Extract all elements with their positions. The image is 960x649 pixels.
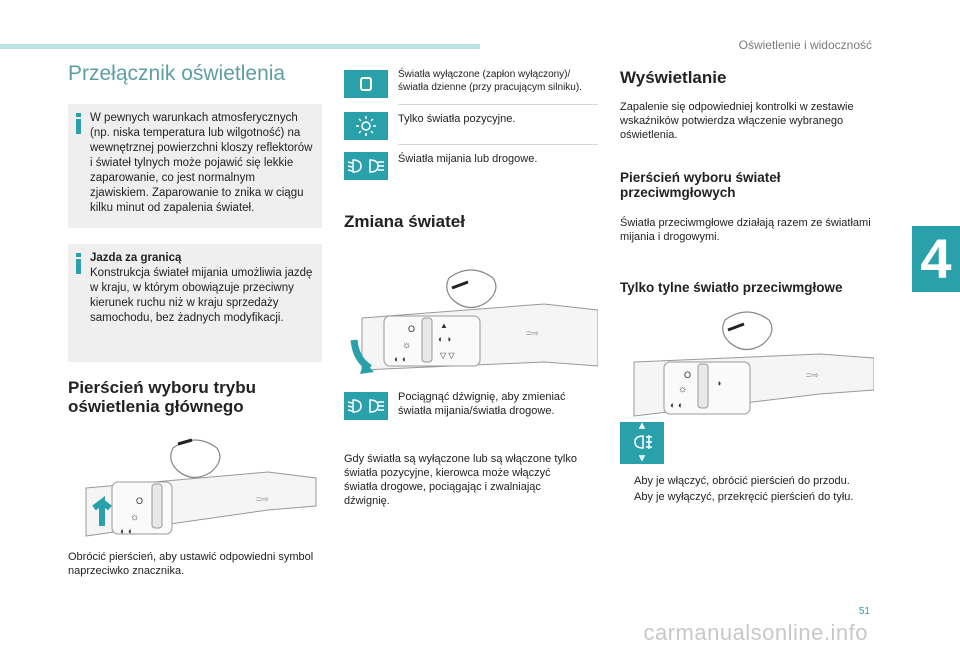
svg-text:◐ ◑: ◐ ◑	[438, 334, 452, 344]
switching-body: Gdy światła są wyłączone lub są włączone tylko światła pozycyjne, kierowca może włączyć światła drogowe, pociągając i zwalniając dźwignię.	[344, 453, 577, 507]
subsection-title-rear-fog: Tylko tylne światło przeciwmgłowe	[620, 280, 843, 295]
svg-text:☼: ☼	[402, 340, 412, 351]
section-title-display: Wyświetlanie	[620, 68, 727, 87]
o-icon	[344, 70, 388, 98]
divider	[398, 104, 598, 105]
info-note-abroad	[68, 244, 322, 362]
section-title-switching: Zmiana świateł	[344, 212, 465, 231]
svg-text:=⇨: =⇨	[806, 370, 819, 380]
header-accent-bar	[0, 44, 480, 49]
info-icon	[76, 253, 81, 274]
divider	[398, 144, 598, 145]
stalk-illustration-switching	[344, 262, 598, 382]
svg-text:O: O	[684, 370, 692, 380]
svg-text:◑: ◑	[716, 378, 722, 388]
page-number: 51	[858, 606, 870, 617]
svg-text:◐ ◐: ◐ ◐	[120, 526, 134, 536]
rear-fog-instructions	[620, 474, 870, 504]
caption-main-ring: Obrócić pierścień, aby ustawić odpowiedni symbol naprzeciwko znacznika.	[68, 551, 314, 577]
svg-text:=⇨: =⇨	[256, 494, 269, 504]
marker-line	[728, 324, 744, 330]
stalk-illustration-main-ring	[68, 430, 322, 550]
bullet-marker	[620, 474, 634, 488]
mode-description: Światła mijania lub drogowe.	[398, 153, 538, 165]
chapter-tab: 4	[912, 226, 960, 292]
info-icon	[76, 113, 81, 134]
mode-description: Światła wyłączone (zapłon wyłączony)/ światła dzienne (przy pracującym silniku).	[398, 69, 582, 93]
bullet-marker	[620, 490, 634, 504]
beam-switch-icon	[344, 392, 388, 420]
marker-line	[452, 282, 468, 288]
svg-text:◐ ◐: ◐ ◐	[670, 400, 684, 410]
svg-text:▽ ▽: ▽ ▽	[440, 351, 455, 360]
section-title-main-ring: Pierścień wyboru trybu oświetlenia głównego	[68, 378, 256, 416]
steering-wheel-outline	[171, 440, 220, 478]
mode-description: Tylko światła pozycyjne.	[398, 113, 516, 125]
svg-text:◐ ◐: ◐ ◐	[394, 354, 408, 364]
stalk-illustration-rear-fog	[620, 306, 874, 426]
list-item	[620, 474, 870, 488]
list-item	[620, 490, 870, 504]
switch-description: Pociągnąć dźwignię, aby zmieniać światła mijania/światła drogowe.	[398, 391, 566, 417]
svg-text:☼: ☼	[678, 384, 688, 395]
svg-text:☼: ☼	[130, 512, 140, 523]
dipped-beam-icon	[344, 152, 388, 180]
fog-ring-body: Światła przeciwmgłowe działają razem ze światłami mijania i drogowymi.	[620, 217, 871, 243]
watermark: carmanualsonline.info	[643, 620, 868, 645]
marker-line	[178, 440, 192, 444]
rear-fog-icon	[620, 422, 664, 464]
note-title: Jazda za granicą	[90, 252, 182, 264]
bullet-text: Aby je włączyć, obrócić pierścień do przodu.	[634, 475, 850, 487]
bullet-text: Aby je wyłączyć, przekręcić pierścień do tyłu.	[634, 491, 854, 503]
svg-text:O: O	[408, 324, 416, 334]
svg-text:▲: ▲	[440, 321, 448, 330]
page-title: Przełącznik oświetlenia	[68, 62, 286, 85]
subsection-title-fog-ring: Pierścień wyboru świateł przeciwmgłowych	[620, 170, 781, 200]
svg-text:=⇨: =⇨	[526, 328, 539, 338]
info-note-condensation	[68, 104, 322, 228]
note-text: Konstrukcja świateł mijania umożliwia jazdę w kraju, w którym obowiązuje przeciwny kierunek ruchu niż w kraju sprzedaży samochodu, bez żadnych modyfikacji.	[90, 267, 313, 324]
display-body: Zapalenie się odpowiedniej kontrolki w zestawie wskaźników potwierdza włączenie wybranego oświetlenia.	[620, 101, 854, 141]
sidelight-icon	[344, 112, 388, 140]
note-text: W pewnych warunkach atmosferycznych (np. niska temperatura lub wilgotność) na wewnętrznej powierzchni kloszy reflektorów i świateł tylnych może pojawić się lekkie zaparowanie, co jest normalnym zjawiskiem. Zaparowanie to znika w ciągu kilku minut od zapalenia świateł.	[90, 112, 313, 214]
svg-text:O: O	[136, 496, 144, 506]
running-title: Oświetlenie i widoczność	[738, 38, 872, 52]
